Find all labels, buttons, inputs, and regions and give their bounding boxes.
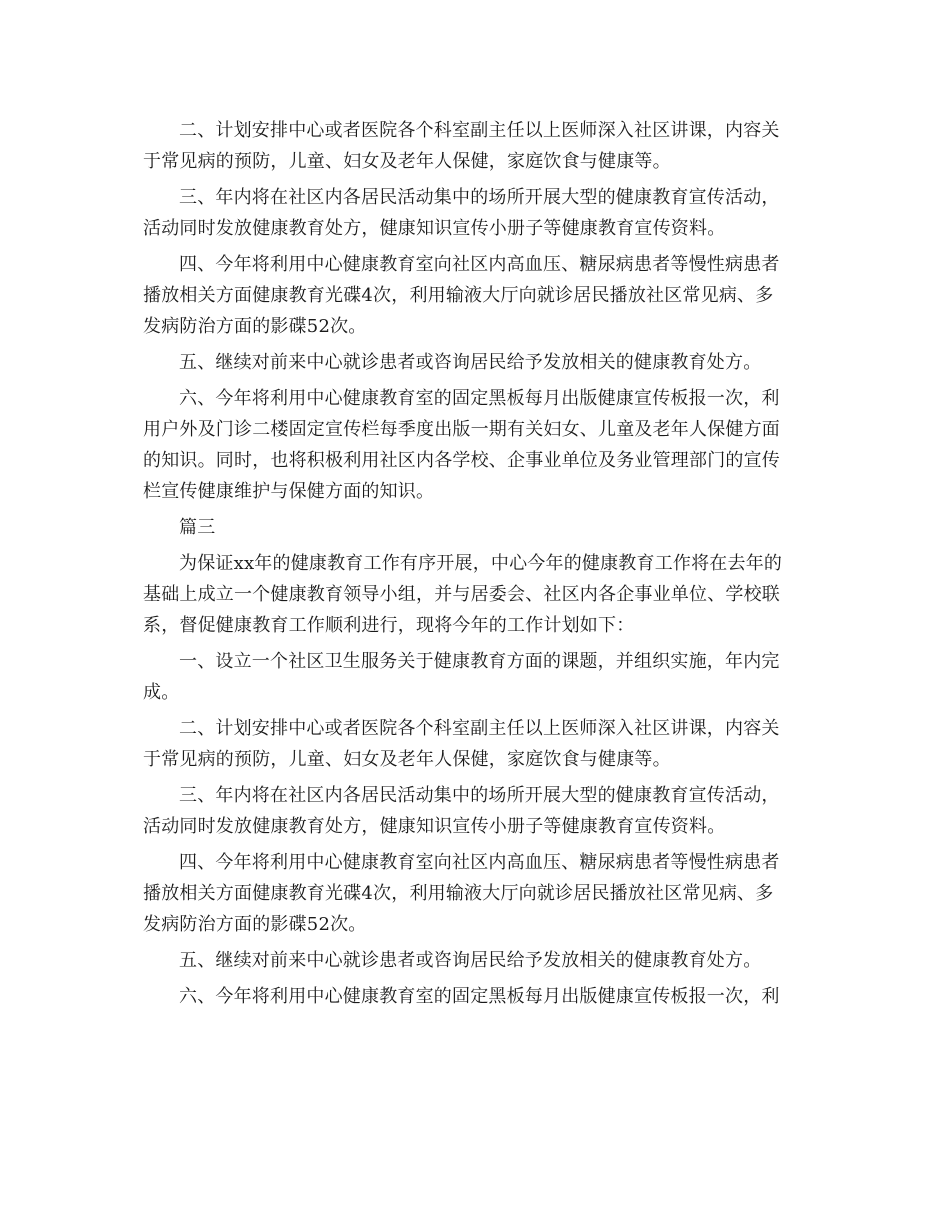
paragraph-line: 播放相关方面健康教育光碟4次，利用输液大厅向就诊居民播放社区常见病、多 xyxy=(143,285,774,306)
paragraph-campaign xyxy=(143,182,800,244)
section-heading xyxy=(143,512,800,543)
paragraph-lectures xyxy=(143,115,800,177)
paragraph-line: 五、继续对前来中心就诊患者或咨询居民给予发放相关的健康教育处方。 xyxy=(179,352,762,373)
paragraph-blackboard-2 xyxy=(143,981,800,1012)
paragraph-line: 用户外及门诊二楼固定宣传栏每季度出版一期有关妇女、儿童及老年人保健方面 xyxy=(143,419,780,440)
paragraph-line: 六、今年将利用中心健康教育室的固定黑板每月出版健康宣传板报一次，利 xyxy=(179,986,780,1007)
paragraph-line: 五、继续对前来中心就诊患者或咨询居民给予发放相关的健康教育处方。 xyxy=(179,950,762,971)
paragraph-line: 的知识。同时，也将积极利用社区内各学校、企事业单位及务业管理部门的宣传 xyxy=(143,450,780,471)
paragraph-line: 栏宣传健康维护与保健方面的知识。 xyxy=(143,481,435,502)
paragraph-line: 播放相关方面健康教育光碟4次，利用输液大厅向就诊居民播放社区常见病、多 xyxy=(143,883,774,904)
paragraph-line: 六、今年将利用中心健康教育室的固定黑板每月出版健康宣传板报一次，利 xyxy=(179,388,780,409)
paragraph-intro xyxy=(143,548,800,641)
paragraph-line: 为保证xx年的健康教育工作有序开展，中心今年的健康教育工作将在去年的 xyxy=(179,553,783,574)
paragraph-line: 于常见病的预防，儿童、妇女及老年人保健，家庭饮食与健康等。 xyxy=(143,749,671,770)
paragraph-blackboard xyxy=(143,383,800,507)
paragraph-line: 基础上成立一个健康教育领导小组，并与居委会、社区内各企事业单位、学校联 xyxy=(143,584,780,605)
paragraph-video xyxy=(143,249,800,342)
paragraph-line: 发病防治方面的影碟52次。 xyxy=(143,316,367,337)
paragraph-line: 二、计划安排中心或者医院各个科室副主任以上医师深入社区讲课，内容关 xyxy=(179,120,780,141)
paragraph-line: 三、年内将在社区内各居民活动集中的场所开展大型的健康教育宣传活动， xyxy=(179,187,780,208)
paragraph-lectures-2 xyxy=(143,713,800,775)
paragraph-campaign-2 xyxy=(143,780,800,842)
paragraph-video-2 xyxy=(143,847,800,940)
paragraph-line: 系，督促健康教育工作顺利进行，现将今年的工作计划如下： xyxy=(143,615,635,636)
paragraph-line: 三、年内将在社区内各居民活动集中的场所开展大型的健康教育宣传活动， xyxy=(179,785,780,806)
paragraph-research xyxy=(143,646,800,708)
section-title: 篇三 xyxy=(179,517,216,538)
paragraph-line: 发病防治方面的影碟52次。 xyxy=(143,914,367,935)
paragraph-prescriptions-2 xyxy=(143,945,800,976)
paragraph-line: 一、设立一个社区卫生服务关于健康教育方面的课题，并组织实施，年内完 xyxy=(179,651,780,672)
paragraph-line: 活动同时发放健康教育处方，健康知识宣传小册子等健康教育宣传资料。 xyxy=(143,816,726,837)
paragraph-line: 于常见病的预防，儿童、妇女及老年人保健，家庭饮食与健康等。 xyxy=(143,151,671,172)
paragraph-line: 活动同时发放健康教育处方，健康知识宣传小册子等健康教育宣传资料。 xyxy=(143,218,726,239)
paragraph-line: 四、今年将利用中心健康教育室向社区内高血压、糖尿病患者等慢性病患者 xyxy=(179,852,780,873)
paragraph-line: 四、今年将利用中心健康教育室向社区内高血压、糖尿病患者等慢性病患者 xyxy=(179,254,780,275)
paragraph-prescriptions xyxy=(143,347,800,378)
paragraph-line: 二、计划安排中心或者医院各个科室副主任以上医师深入社区讲课，内容关 xyxy=(179,718,780,739)
paragraph-line: 成。 xyxy=(143,682,180,703)
